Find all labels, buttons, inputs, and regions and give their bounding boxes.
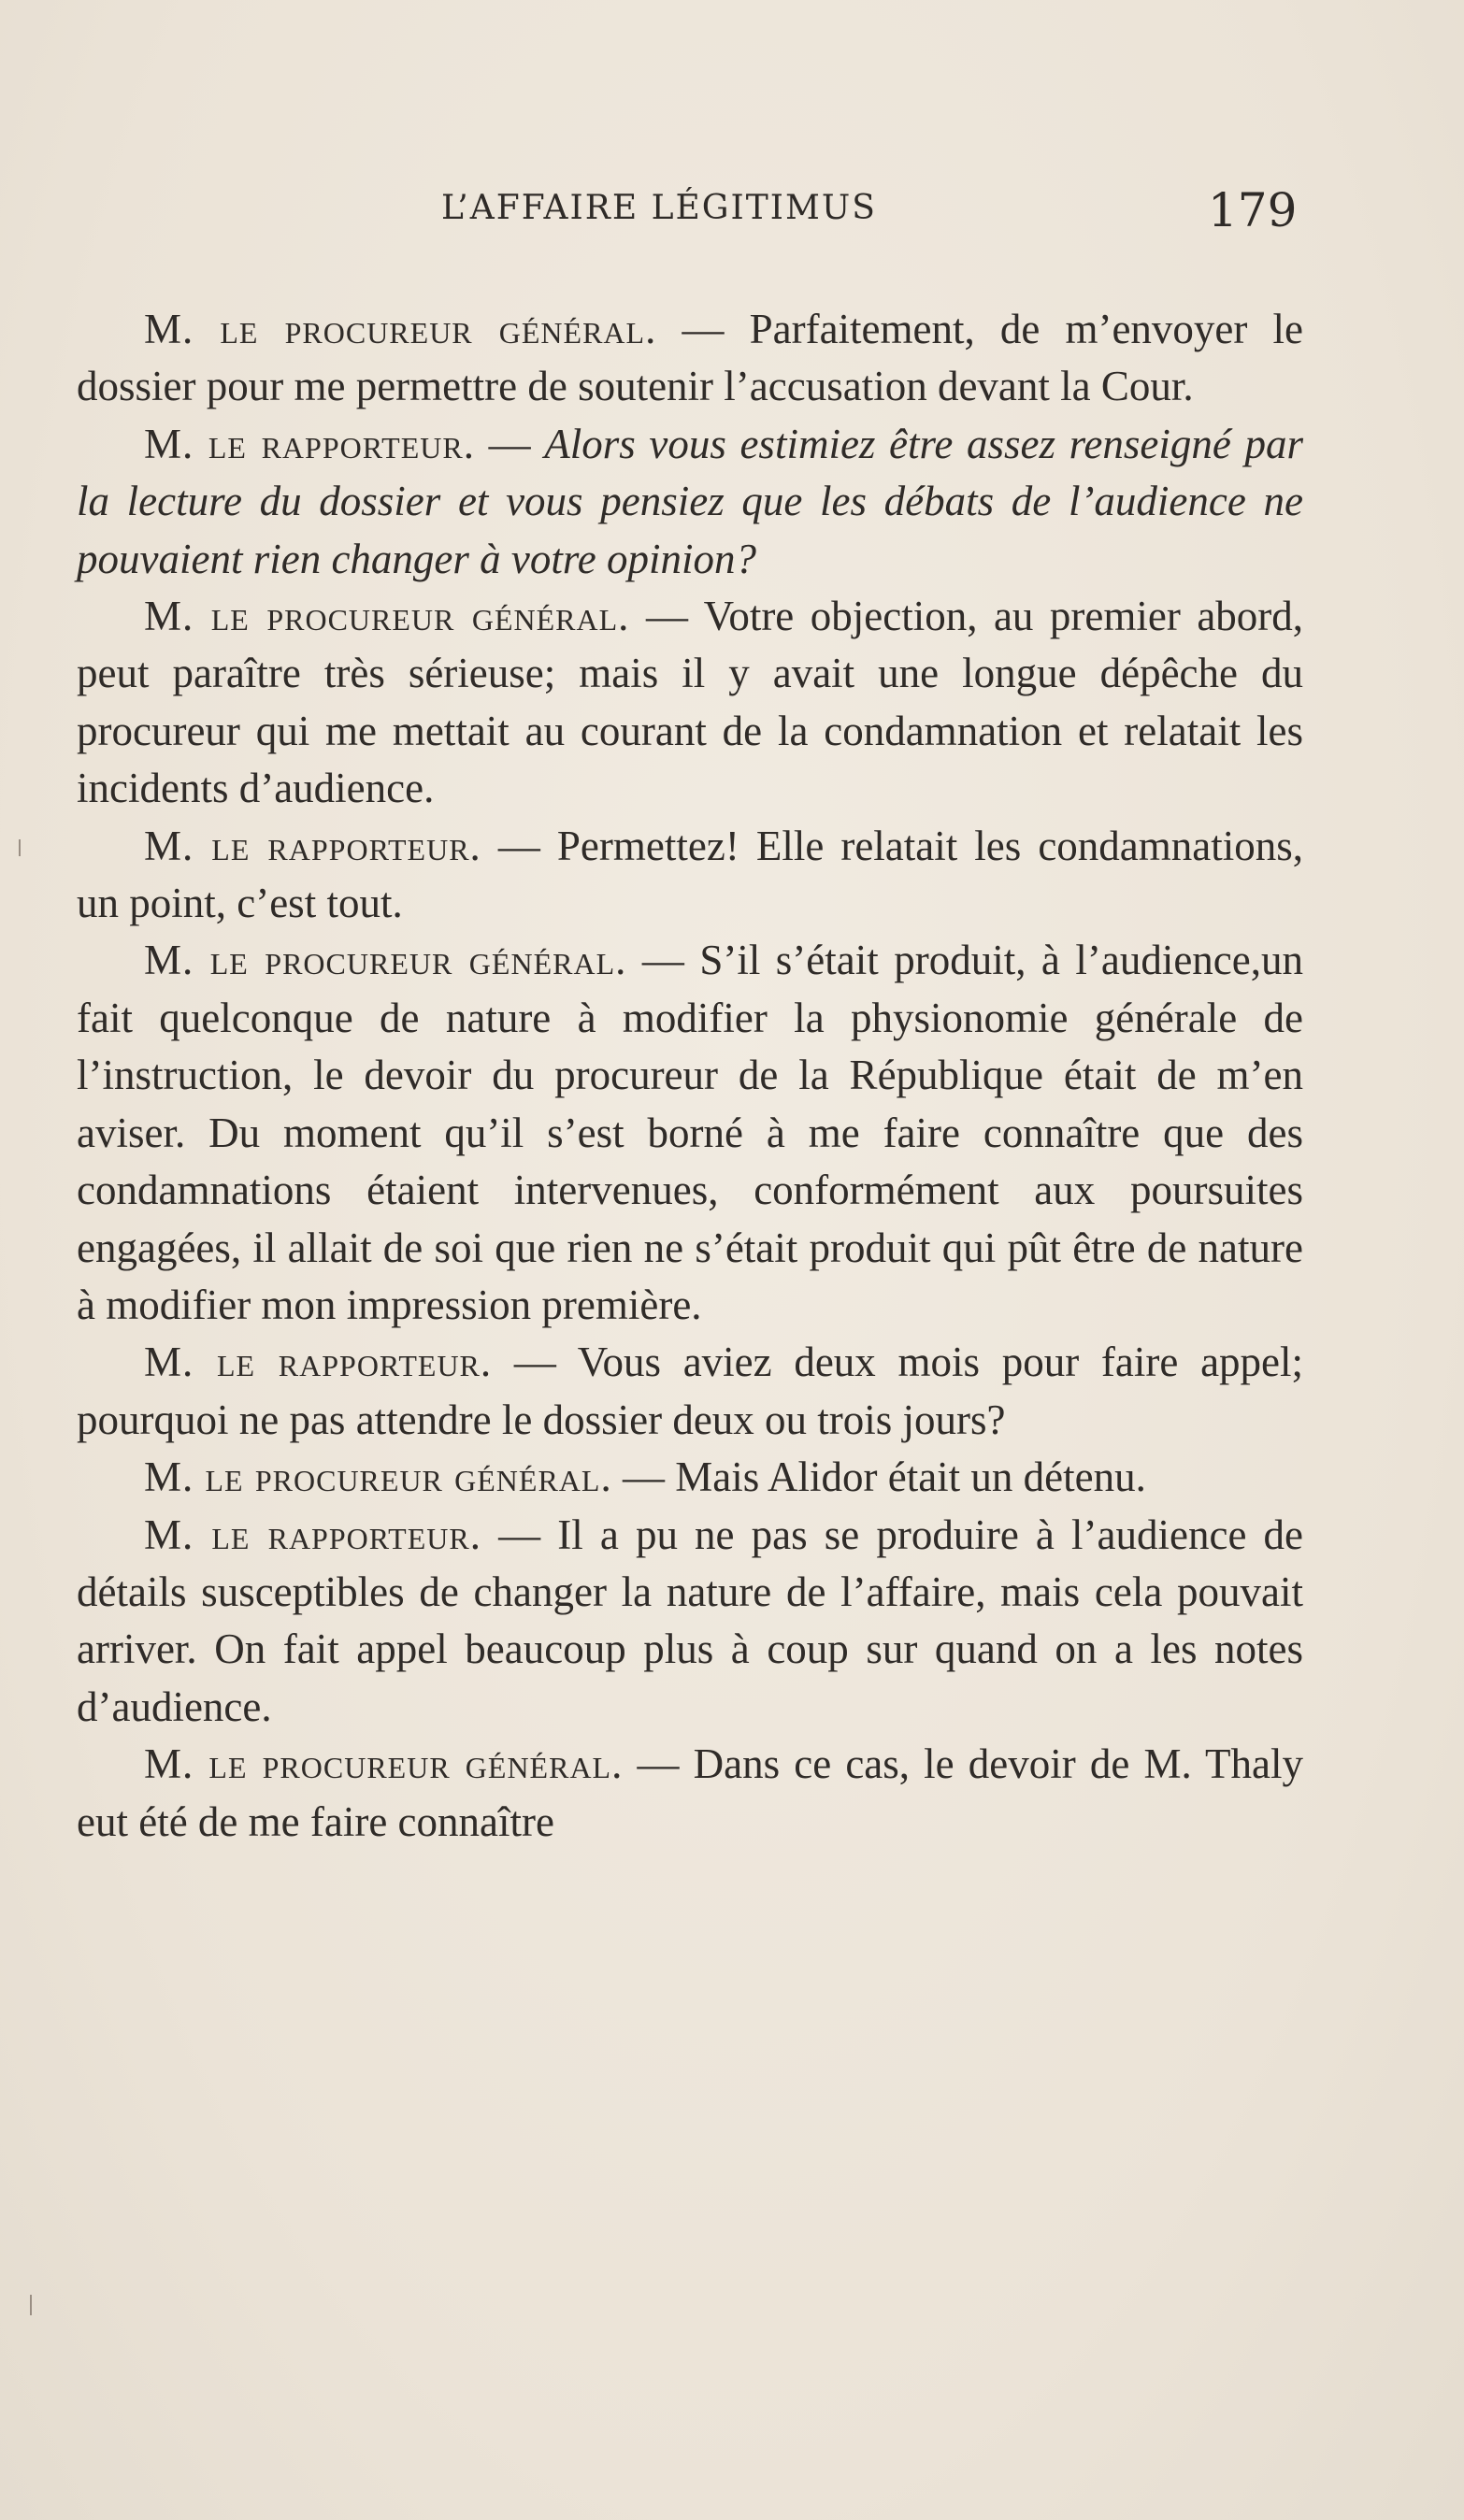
- speaker-label: M. le rapporteur.: [144, 420, 475, 467]
- speaker-label: M. le procureur général.: [144, 306, 657, 352]
- margin-speck: [30, 2295, 32, 2315]
- paragraph-text: Votre objection, au premier abord, peut paraître très sérieuse; mais il y avait une longue dépêche du procureur qui me mettait au courant de la condamnation et relatait les incidents d’audience.: [77, 593, 1304, 812]
- em-dash: —: [498, 1511, 541, 1558]
- em-dash: —: [641, 937, 684, 984]
- paragraph-text: S’il s’était produit, à l’audience,un fait quelconque de nature à modifier la physionomie générale de l’instruction, le devoir du procureur de la République était de m’en aviser. Du moment qu’il s’est borné à me faire connaître que des condamnations étaient intervenues, conformément aux poursuites engagées, il allait de soi que rien ne s’était produit qui pût être de nature à modifier mon impression première.: [77, 937, 1303, 1328]
- em-dash: —: [497, 822, 540, 869]
- margin-speck: [19, 839, 21, 856]
- dialogue-paragraph: [77, 1507, 1303, 1737]
- dialogue-paragraph: [77, 1449, 1303, 1506]
- em-dash: —: [622, 1453, 665, 1501]
- speaker-label: M. le procureur général.: [144, 1740, 624, 1788]
- paragraph-text: Alors vous estimiez être assez renseigné par la lecture du dossier et vous pensiez que les débats de l’audience ne pouvaient rien changer à votre opinion?: [77, 420, 1303, 582]
- dialogue-paragraph: [77, 1736, 1303, 1851]
- paragraph-text: Il a pu ne pas se produire à l’audience de détails susceptibles de changer la nature de l’affaire, mais cela pouvait arriver. On fait appel beaucoup plus à coup sur quand on a les notes d’audience.: [77, 1511, 1304, 1730]
- running-title: L’AFFAIRE LÉGITIMUS: [441, 189, 877, 227]
- speaker-label: M. le procureur général.: [144, 1453, 612, 1501]
- dialogue-paragraph: [77, 416, 1303, 588]
- dialogue-paragraph: [77, 818, 1303, 933]
- em-dash: —: [645, 593, 688, 640]
- paragraph-text: Parfaitement, de m’envoyer le dossier pour me permettre de soutenir l’accusation devant la Cour.: [77, 306, 1303, 410]
- em-dash: —: [637, 1740, 680, 1788]
- body-text: [77, 301, 1303, 1851]
- paragraph-text: Vous aviez deux mois pour faire appel; pourquoi ne pas attendre le dossier deux ou trois jours?: [77, 1339, 1304, 1443]
- dialogue-paragraph: [77, 1334, 1303, 1449]
- em-dash: —: [513, 1339, 556, 1386]
- page-header: [0, 183, 1464, 249]
- paragraph-text: Permettez! Elle relatait les condamnations, un point, c’est tout.: [77, 822, 1304, 927]
- speaker-label: M. le rapporteur.: [144, 822, 481, 869]
- speaker-label: M. le rapporteur.: [144, 1511, 481, 1558]
- dialogue-paragraph: [77, 932, 1303, 1334]
- em-dash: —: [488, 420, 531, 467]
- speaker-label: M. le rapporteur.: [144, 1339, 493, 1386]
- paragraph-text: Mais Alidor était un détenu.: [675, 1453, 1146, 1501]
- speaker-label: M. le procureur général.: [144, 937, 627, 984]
- paragraph-text: Dans ce cas, le devoir de M. Thaly eut été de me faire connaître: [77, 1740, 1304, 1845]
- dialogue-paragraph: [77, 301, 1303, 416]
- dialogue-paragraph: [77, 588, 1303, 818]
- em-dash: —: [682, 306, 725, 352]
- speaker-label: M. le procureur général.: [144, 593, 630, 640]
- page-number: 179: [1208, 183, 1298, 237]
